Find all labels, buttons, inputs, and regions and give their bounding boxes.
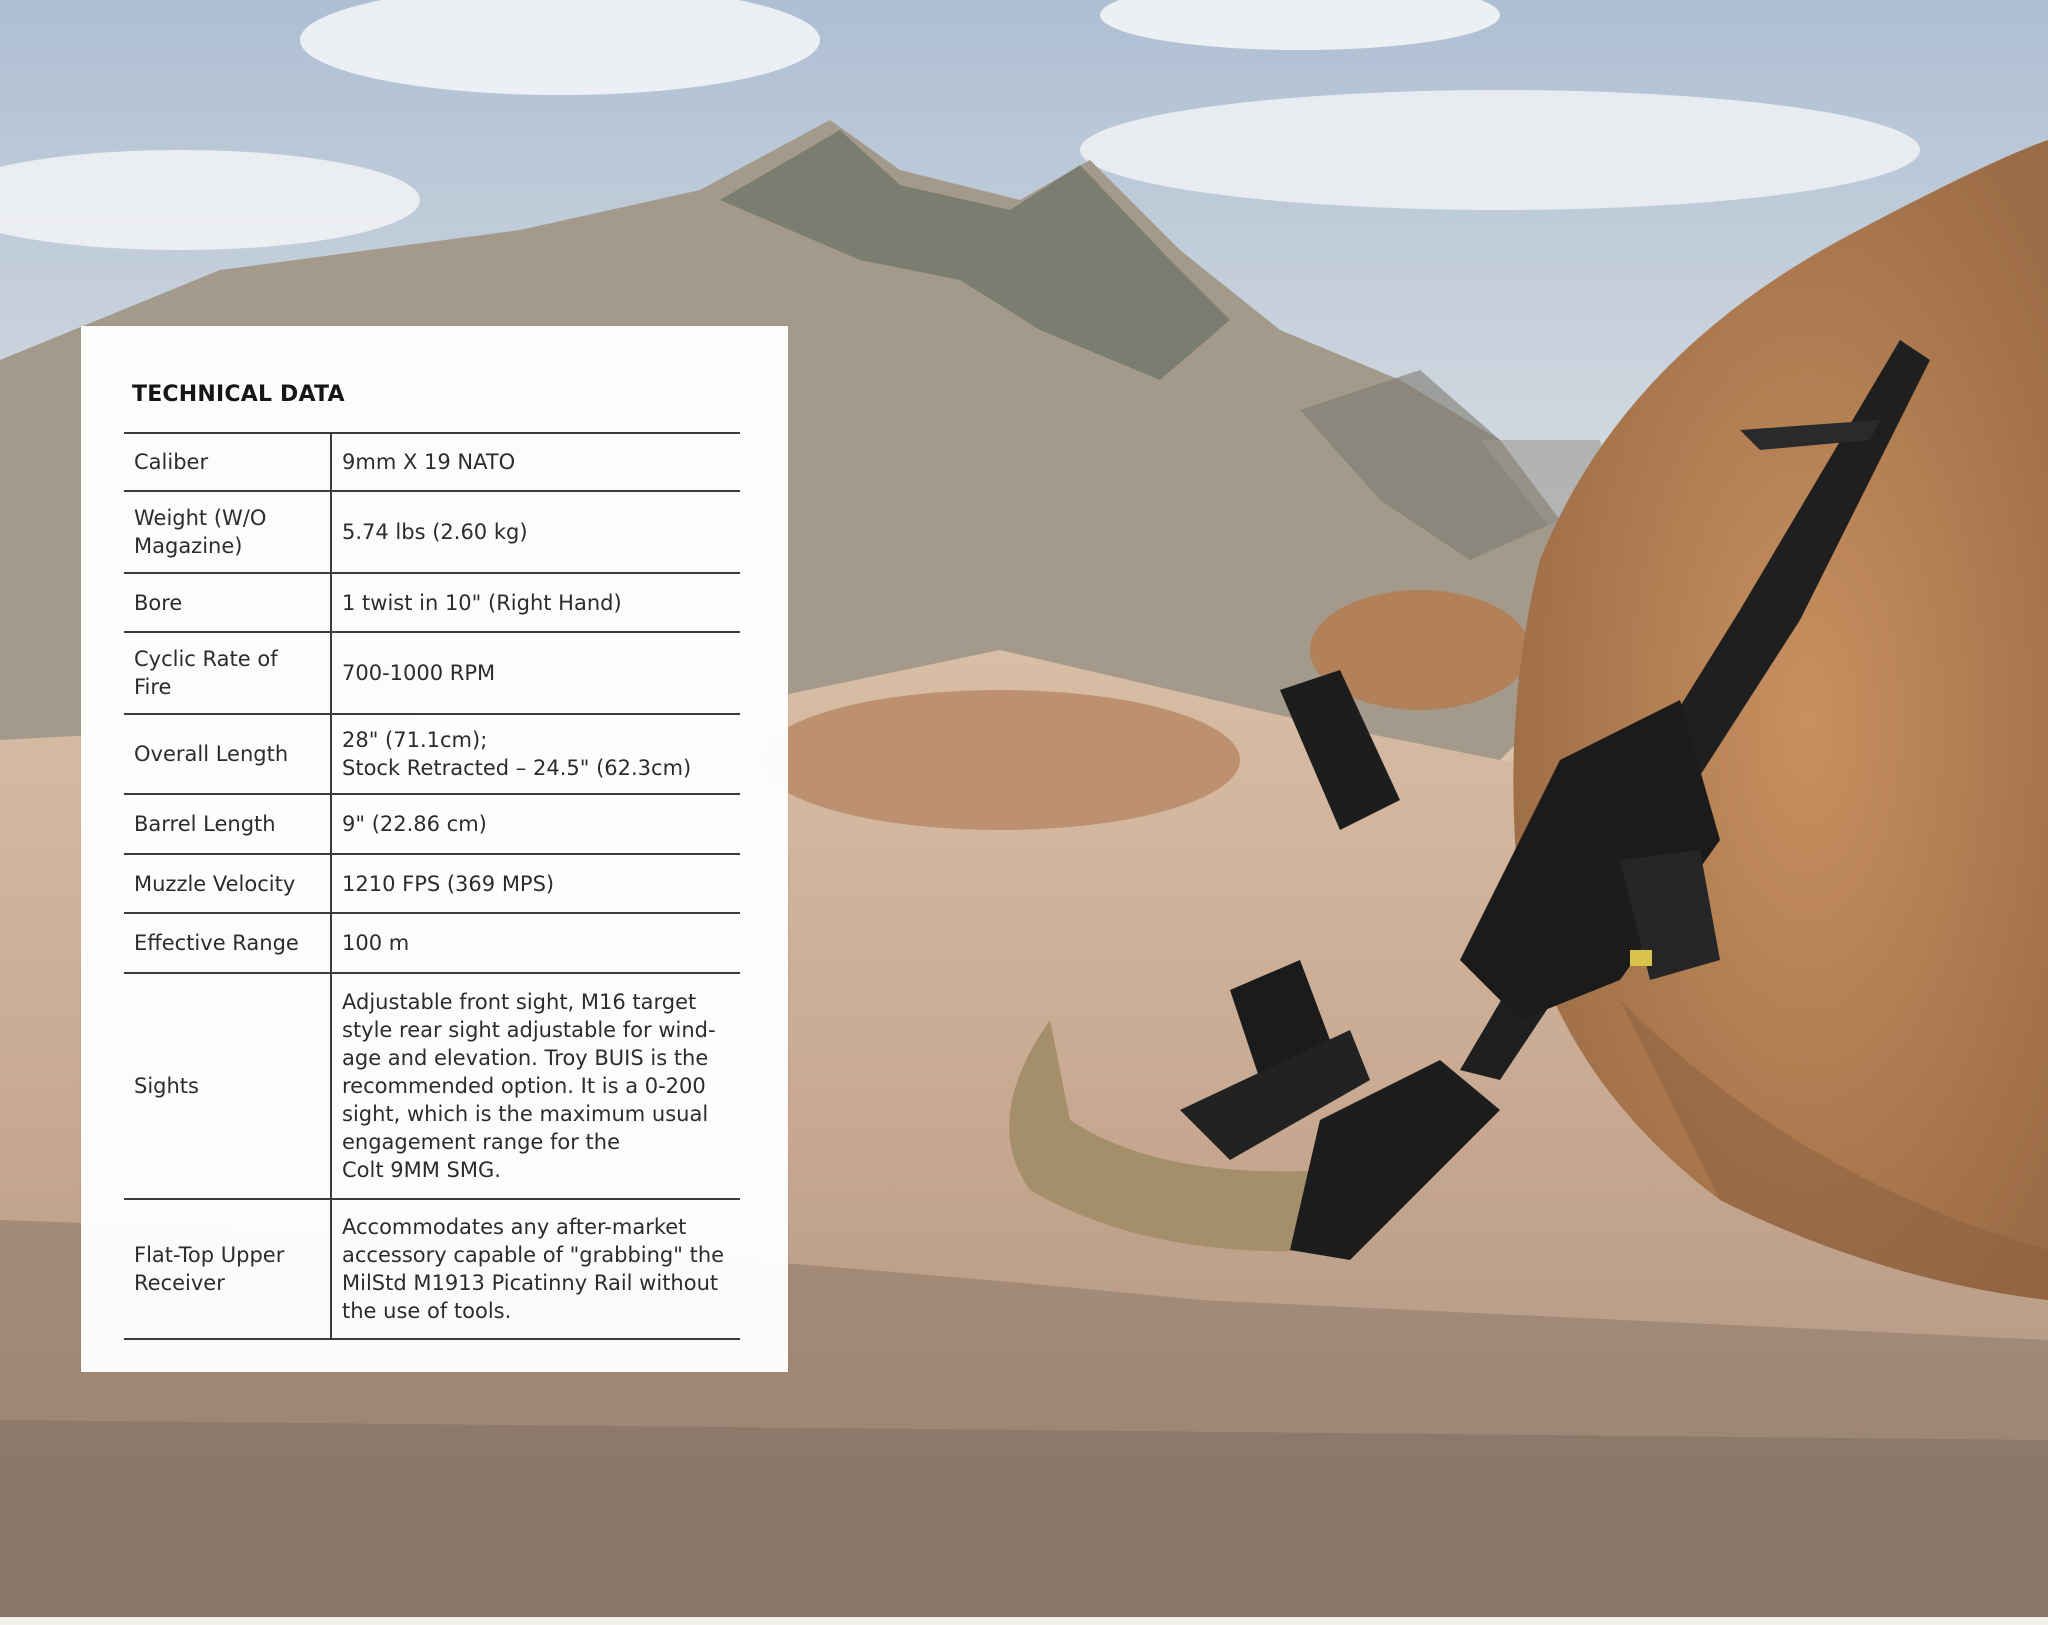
panel-title: TECHNICAL DATA [132, 382, 345, 407]
table-row [124, 854, 740, 913]
page-edge [0, 1617, 2048, 1625]
table-row [124, 714, 740, 794]
row-label: Muzzle Velocity [124, 854, 331, 913]
row-value: Adjustable front sight, M16 target style rear sight adjustable for wind- age and elevation. Troy BUIS is the recommended option. It is a 0-200 sight, which is the maximum usual engagement range for the Colt 9MM SMG. [342, 990, 716, 1182]
row-label: Bore [124, 573, 331, 632]
table-row [124, 573, 740, 632]
row-label: Sights [124, 973, 331, 1199]
row-value: 9" (22.86 cm) [342, 812, 487, 836]
row-value: 1210 FPS (369 MPS) [342, 871, 555, 896]
row-label: Effective Range [124, 913, 331, 973]
row-label: Flat-Top Upper Receiver [124, 1199, 331, 1339]
row-value: Accommodates any after-market accessory capable of "grabbing" the MilStd M1913 Picatinny Rail without the use of tools. [342, 1215, 725, 1323]
table-row [124, 973, 740, 1199]
row-value: 700-1000 RPM [342, 661, 496, 685]
technical-data-panel [81, 326, 788, 1372]
row-value: 100 m [342, 931, 410, 955]
row-value: 1 twist in 10" (Right Hand) [342, 590, 622, 615]
technical-data-table [124, 432, 740, 1340]
row-label: Weight (W/O Magazine) [124, 491, 331, 573]
row-label: Cyclic Rate of Fire [124, 632, 331, 714]
row-value: 9mm X 19 NATO [342, 450, 516, 474]
table-row [124, 913, 740, 973]
table-row [124, 433, 740, 491]
row-label: Overall Length [124, 714, 331, 794]
row-label: Barrel Length [124, 794, 331, 854]
table-row [124, 794, 740, 854]
row-value: 28" (71.1cm); Stock Retracted – 24.5" (62.3cm) [342, 728, 692, 780]
table-row [124, 632, 740, 714]
row-label: Caliber [124, 433, 331, 491]
table-row [124, 1199, 740, 1339]
row-value: 5.74 lbs (2.60 kg) [342, 520, 528, 544]
table-row [124, 491, 740, 573]
